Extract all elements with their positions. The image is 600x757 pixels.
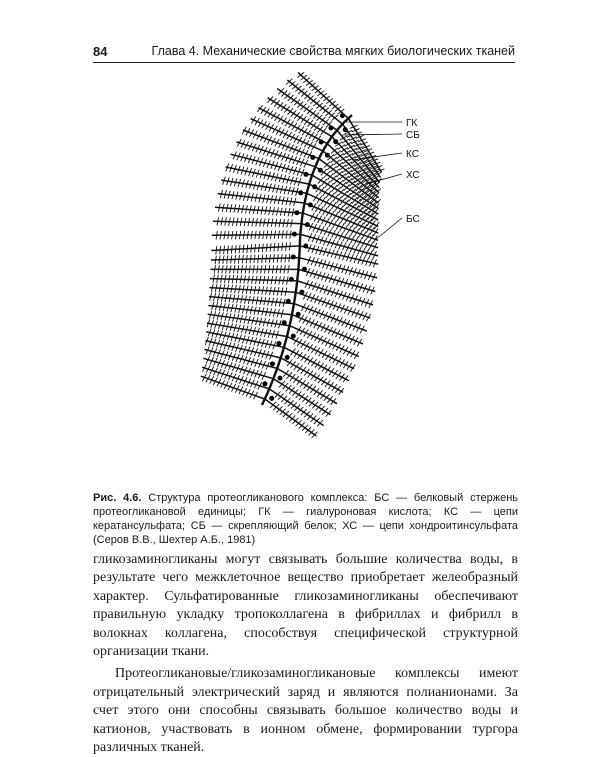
chain-stroke <box>296 391 302 397</box>
chain-stroke <box>274 100 280 106</box>
chain-stroke <box>308 358 313 365</box>
chain-stroke <box>281 254 282 262</box>
chain-stroke <box>290 230 291 238</box>
chain-stroke <box>289 254 290 262</box>
chain-stroke <box>314 388 320 395</box>
link-protein-dot <box>329 126 334 131</box>
chain-stroke <box>291 110 297 116</box>
link-protein-dot <box>318 168 323 173</box>
chain-stroke <box>290 361 295 368</box>
chain-stroke <box>224 231 225 239</box>
chain-stroke <box>267 231 268 239</box>
chain-stroke <box>321 378 326 385</box>
chain-stroke <box>337 196 342 203</box>
chain-stroke <box>340 198 345 205</box>
chain-stroke <box>263 231 264 239</box>
chain-stroke <box>326 410 332 416</box>
chain-stroke <box>320 392 326 399</box>
chain-stroke <box>299 394 305 400</box>
chain-stroke <box>243 245 244 253</box>
chain <box>207 319 287 339</box>
link-protein-dot <box>298 190 303 195</box>
chain-stroke <box>294 350 299 357</box>
chain-stroke <box>308 371 313 378</box>
chain-stroke <box>307 384 313 391</box>
chain-stroke <box>294 363 299 370</box>
chain <box>299 256 377 281</box>
chain-stroke <box>235 255 236 263</box>
chain-stroke <box>227 255 228 263</box>
chain <box>297 280 373 308</box>
chain-stroke <box>345 142 352 146</box>
chain-stroke <box>301 367 306 374</box>
link-protein-dot <box>310 155 315 160</box>
chain-stroke <box>358 207 363 214</box>
chain-stroke <box>332 185 338 192</box>
chain-stroke <box>299 127 304 134</box>
chain-stroke <box>258 255 259 263</box>
chain-stroke <box>342 139 349 143</box>
chain-stroke <box>269 254 270 262</box>
chain-stroke <box>285 120 290 127</box>
chain-stroke <box>242 255 243 263</box>
chain-stroke <box>344 200 349 207</box>
chain-stroke <box>317 126 323 132</box>
label-gk: ГК <box>406 118 418 129</box>
chain-stroke <box>315 361 320 368</box>
chain-stroke <box>228 231 229 239</box>
chain-stroke <box>231 245 232 253</box>
chain-stroke <box>282 383 288 389</box>
chain-stroke <box>239 231 240 239</box>
chain-stroke <box>266 254 267 262</box>
chain-stroke <box>321 179 327 186</box>
chain-stroke <box>220 246 221 254</box>
chain <box>298 268 375 294</box>
chain-stroke <box>304 356 309 363</box>
chain-stroke <box>251 244 252 252</box>
chain-stroke <box>270 243 271 251</box>
chain-stroke <box>324 394 330 401</box>
chain-stroke <box>368 213 373 220</box>
chain-stroke <box>231 255 232 263</box>
chain-stroke <box>232 231 233 239</box>
chain-stroke <box>304 369 309 376</box>
chain-stroke <box>262 244 263 252</box>
link-protein-dot <box>282 320 287 325</box>
chain-stroke <box>316 404 322 410</box>
label-xs: ХС <box>406 170 420 181</box>
chain-stroke <box>259 244 260 252</box>
chain-stroke <box>224 246 225 254</box>
caption-text: Структура протеогликанового комплекса: БС — белковый стержень протеогликановой единицы; ГК — гиалуроновая кислота; КС — цепи кератансульфата; СБ — скрепляющий белок; ХС — цепи хондроитинсульфата (Серов В.В., Шехтер А.Б., 1981) <box>93 492 518 546</box>
chain-stroke <box>301 116 307 122</box>
chain-stroke <box>289 242 290 250</box>
leader-sb <box>342 134 402 135</box>
chain-stroke <box>215 256 216 264</box>
chain <box>212 230 301 239</box>
chain-stroke <box>211 258 299 260</box>
link-protein-dot <box>269 396 274 401</box>
link-protein-dot <box>278 376 283 381</box>
chain-stroke <box>282 243 283 251</box>
chain-stroke <box>255 231 256 239</box>
chain-stroke <box>278 102 283 108</box>
chain-stroke <box>315 375 320 382</box>
chain-stroke <box>301 354 306 361</box>
link-protein-dot <box>333 139 338 144</box>
chain-stroke <box>332 370 337 377</box>
page-number: 84 <box>93 44 108 59</box>
chain-stroke <box>284 106 290 112</box>
chain-stroke <box>325 181 331 188</box>
chain-stroke <box>286 230 287 238</box>
page-header <box>93 42 515 62</box>
chain-stroke <box>292 123 297 130</box>
chain-stroke <box>288 121 293 128</box>
chain-stroke <box>329 368 334 375</box>
chain <box>294 303 367 333</box>
chain-stroke <box>250 255 251 263</box>
chain-stroke <box>302 128 307 135</box>
chain-stroke <box>268 111 273 118</box>
chain-stroke <box>274 243 275 251</box>
link-protein-dot <box>286 299 291 304</box>
link-protein-dot <box>302 267 307 272</box>
chain-stroke <box>319 406 325 412</box>
link-protein-dot <box>296 312 301 317</box>
chain-stroke <box>279 381 285 387</box>
link-protein-dot <box>291 334 296 339</box>
chain-stroke <box>366 205 371 212</box>
chain-stroke <box>312 402 318 408</box>
link-protein-dot <box>299 290 304 295</box>
chain-stroke <box>347 145 355 149</box>
chain-stroke <box>275 114 280 121</box>
chain-stroke <box>307 193 379 226</box>
chain-stroke <box>296 292 371 318</box>
chain-stroke <box>216 231 217 239</box>
chain-stroke <box>300 380 306 387</box>
chain-stroke <box>343 376 348 383</box>
chain-stroke <box>219 256 220 264</box>
chain-stroke <box>220 231 221 239</box>
chain-stroke <box>333 194 338 201</box>
link-protein-dot <box>291 255 296 260</box>
chain-stroke <box>311 122 316 128</box>
chain-stroke <box>322 408 328 414</box>
chain-stroke <box>364 211 369 218</box>
chain-stroke <box>286 243 287 251</box>
link-protein-dot <box>289 277 294 282</box>
body-text <box>93 551 518 757</box>
chain-stroke <box>292 389 298 395</box>
chain-stroke <box>318 177 324 184</box>
figure-caption <box>93 491 518 547</box>
chain-stroke <box>319 187 324 194</box>
chain-stroke <box>361 209 366 216</box>
chain-stroke <box>351 204 356 211</box>
chain-stroke <box>290 374 296 381</box>
chain-stroke <box>339 374 344 381</box>
link-protein-dot <box>304 172 309 177</box>
chain-stroke <box>298 114 304 120</box>
chain-stroke <box>277 254 278 262</box>
chain-stroke <box>247 245 248 253</box>
chain-stroke <box>322 365 327 372</box>
chain-stroke <box>311 373 316 380</box>
chain <box>206 329 284 350</box>
chain <box>210 275 297 285</box>
chain-stroke <box>239 245 240 253</box>
chain-stroke <box>328 183 334 190</box>
chain-stroke <box>297 281 373 305</box>
chain-stroke <box>257 265 258 273</box>
chain <box>218 190 305 206</box>
label-ks: КС <box>406 149 419 160</box>
chain-stroke <box>259 231 260 239</box>
chain-stroke <box>286 385 292 391</box>
chain-stroke <box>327 396 333 403</box>
chain-stroke <box>321 128 327 134</box>
chain-stroke <box>359 201 364 208</box>
chain-stroke <box>265 399 317 436</box>
chain-stroke <box>268 96 274 102</box>
chain-stroke <box>371 214 376 221</box>
chain-stroke <box>325 380 330 387</box>
caption-label: Рис. 4.6. <box>93 492 142 504</box>
chain-stroke <box>236 231 237 239</box>
chain-stroke <box>223 256 224 264</box>
chain-stroke <box>255 244 256 252</box>
chain-stroke <box>335 187 341 194</box>
chain-stroke <box>342 191 348 198</box>
chain-stroke <box>246 255 247 263</box>
chain <box>332 137 380 188</box>
chain-stroke <box>349 195 355 202</box>
chain-stroke <box>273 254 274 262</box>
chain-stroke <box>330 193 335 200</box>
chain-stroke <box>362 203 367 210</box>
chain-stroke <box>335 386 340 393</box>
chain-stroke <box>297 378 303 385</box>
chain-stroke <box>309 132 314 139</box>
chain-stroke <box>294 304 367 332</box>
paragraph: гликозаминогликаны могут связывать большие количества воды, в результате чего межклеточное вещество приобретает желеобразный характер. Сульфатированные гликозаминогликаны обеспечивают правильную укладку тропоколлагена в фибриллах и фибрилл в волокнах коллагена, способствуя специфической структурной организации ткани. <box>93 552 518 660</box>
chain-stroke <box>216 246 217 254</box>
chain-stroke <box>287 359 292 366</box>
chain-stroke <box>288 108 294 114</box>
chain-stroke <box>293 376 299 383</box>
chain-stroke <box>254 255 255 263</box>
chain-stroke <box>323 189 328 196</box>
link-protein-dot <box>303 244 308 249</box>
chain-stroke <box>282 230 283 238</box>
chain-stroke <box>290 349 295 356</box>
link-protein-dot <box>270 361 275 366</box>
chain-stroke <box>271 112 276 119</box>
running-title: Глава 4. Механические свойства мягких биологических тканей <box>151 44 515 58</box>
chain-stroke <box>226 167 310 184</box>
chain-stroke <box>310 386 316 393</box>
link-protein-dot <box>292 232 297 237</box>
chain-stroke <box>294 112 299 118</box>
chain-stroke <box>314 124 320 130</box>
chain-stroke <box>297 365 302 372</box>
chain-stroke <box>307 120 313 126</box>
chain-stroke <box>238 255 239 263</box>
link-protein-dot <box>294 210 299 215</box>
header-rule <box>93 62 515 63</box>
chain-stroke <box>354 205 359 212</box>
chain-stroke <box>328 382 333 389</box>
chain-stroke <box>281 104 287 110</box>
paragraph: Протеогликановые/гликозаминогликановые комплексы имеют отрицательный электрический заряд и являются полианионами. За счет этого они способны связывать большое количество воды и катионов, участвовать в ионном обмене, формировании тургора различных тканей. <box>93 666 518 756</box>
chain-stroke <box>340 136 347 140</box>
chain <box>209 284 295 296</box>
chain-stroke <box>331 398 337 405</box>
link-protein-dot <box>340 113 345 118</box>
chain-stroke <box>266 244 267 252</box>
chain-stroke <box>271 98 277 104</box>
label-bs: БС <box>406 214 420 225</box>
chain-stroke <box>332 384 337 391</box>
chain-stroke <box>298 269 375 291</box>
chain-stroke <box>278 231 279 239</box>
chain-stroke <box>285 254 286 262</box>
chain-stroke <box>251 231 252 239</box>
chain-stroke <box>270 231 271 239</box>
chain-stroke <box>287 372 293 379</box>
chain <box>211 254 299 264</box>
chain <box>211 242 299 254</box>
chain-stroke <box>318 363 323 370</box>
chain-stroke <box>295 125 300 132</box>
chain-stroke <box>289 387 295 393</box>
label-sb: СБ <box>406 130 420 141</box>
chain-stroke <box>282 118 287 125</box>
link-protein-dot <box>276 341 281 346</box>
chain-stroke <box>278 243 279 251</box>
link-protein-dot <box>285 355 290 360</box>
chain-stroke <box>355 199 361 206</box>
chain <box>298 72 349 118</box>
chain-stroke <box>317 390 323 397</box>
chain-stroke <box>345 193 351 200</box>
link-protein-dot <box>325 153 330 158</box>
chain-stroke <box>325 367 330 374</box>
chain-stroke <box>313 134 318 141</box>
chain-stroke <box>309 400 315 406</box>
proteoglycan-figure <box>0 70 600 480</box>
chain-stroke <box>326 191 331 198</box>
chain-stroke <box>339 388 344 395</box>
chain-stroke <box>306 398 312 404</box>
chain-stroke <box>283 370 289 377</box>
chain-stroke <box>278 116 283 123</box>
link-protein-dot <box>312 184 317 189</box>
chain-stroke <box>338 189 344 196</box>
link-protein-dot <box>262 381 267 386</box>
chain-stroke <box>264 109 269 116</box>
leader-bs <box>375 218 402 240</box>
chain-stroke <box>304 118 310 124</box>
chain-stroke <box>306 130 311 137</box>
chain-stroke <box>257 105 262 112</box>
link-protein-dot <box>319 140 324 145</box>
chain-stroke <box>203 358 273 378</box>
chain-stroke <box>311 359 316 366</box>
chain-stroke <box>304 382 310 389</box>
chain-stroke <box>235 245 236 253</box>
chain-stroke <box>274 231 275 239</box>
link-protein-dot <box>305 222 310 227</box>
link-protein-dot <box>308 202 313 207</box>
link-protein-dot <box>343 127 348 132</box>
chain-stroke <box>297 352 302 359</box>
chain-stroke <box>228 246 229 254</box>
chain-stroke <box>336 372 341 379</box>
chain-stroke <box>261 107 266 114</box>
chain-stroke <box>318 377 323 384</box>
chain-stroke <box>262 255 263 263</box>
chain-stroke <box>243 231 244 239</box>
chain <box>210 265 298 273</box>
chain-stroke <box>347 202 352 209</box>
chain-stroke <box>352 197 358 204</box>
chain <box>213 217 301 227</box>
chain-stroke <box>247 231 248 239</box>
chain-stroke <box>302 396 308 402</box>
